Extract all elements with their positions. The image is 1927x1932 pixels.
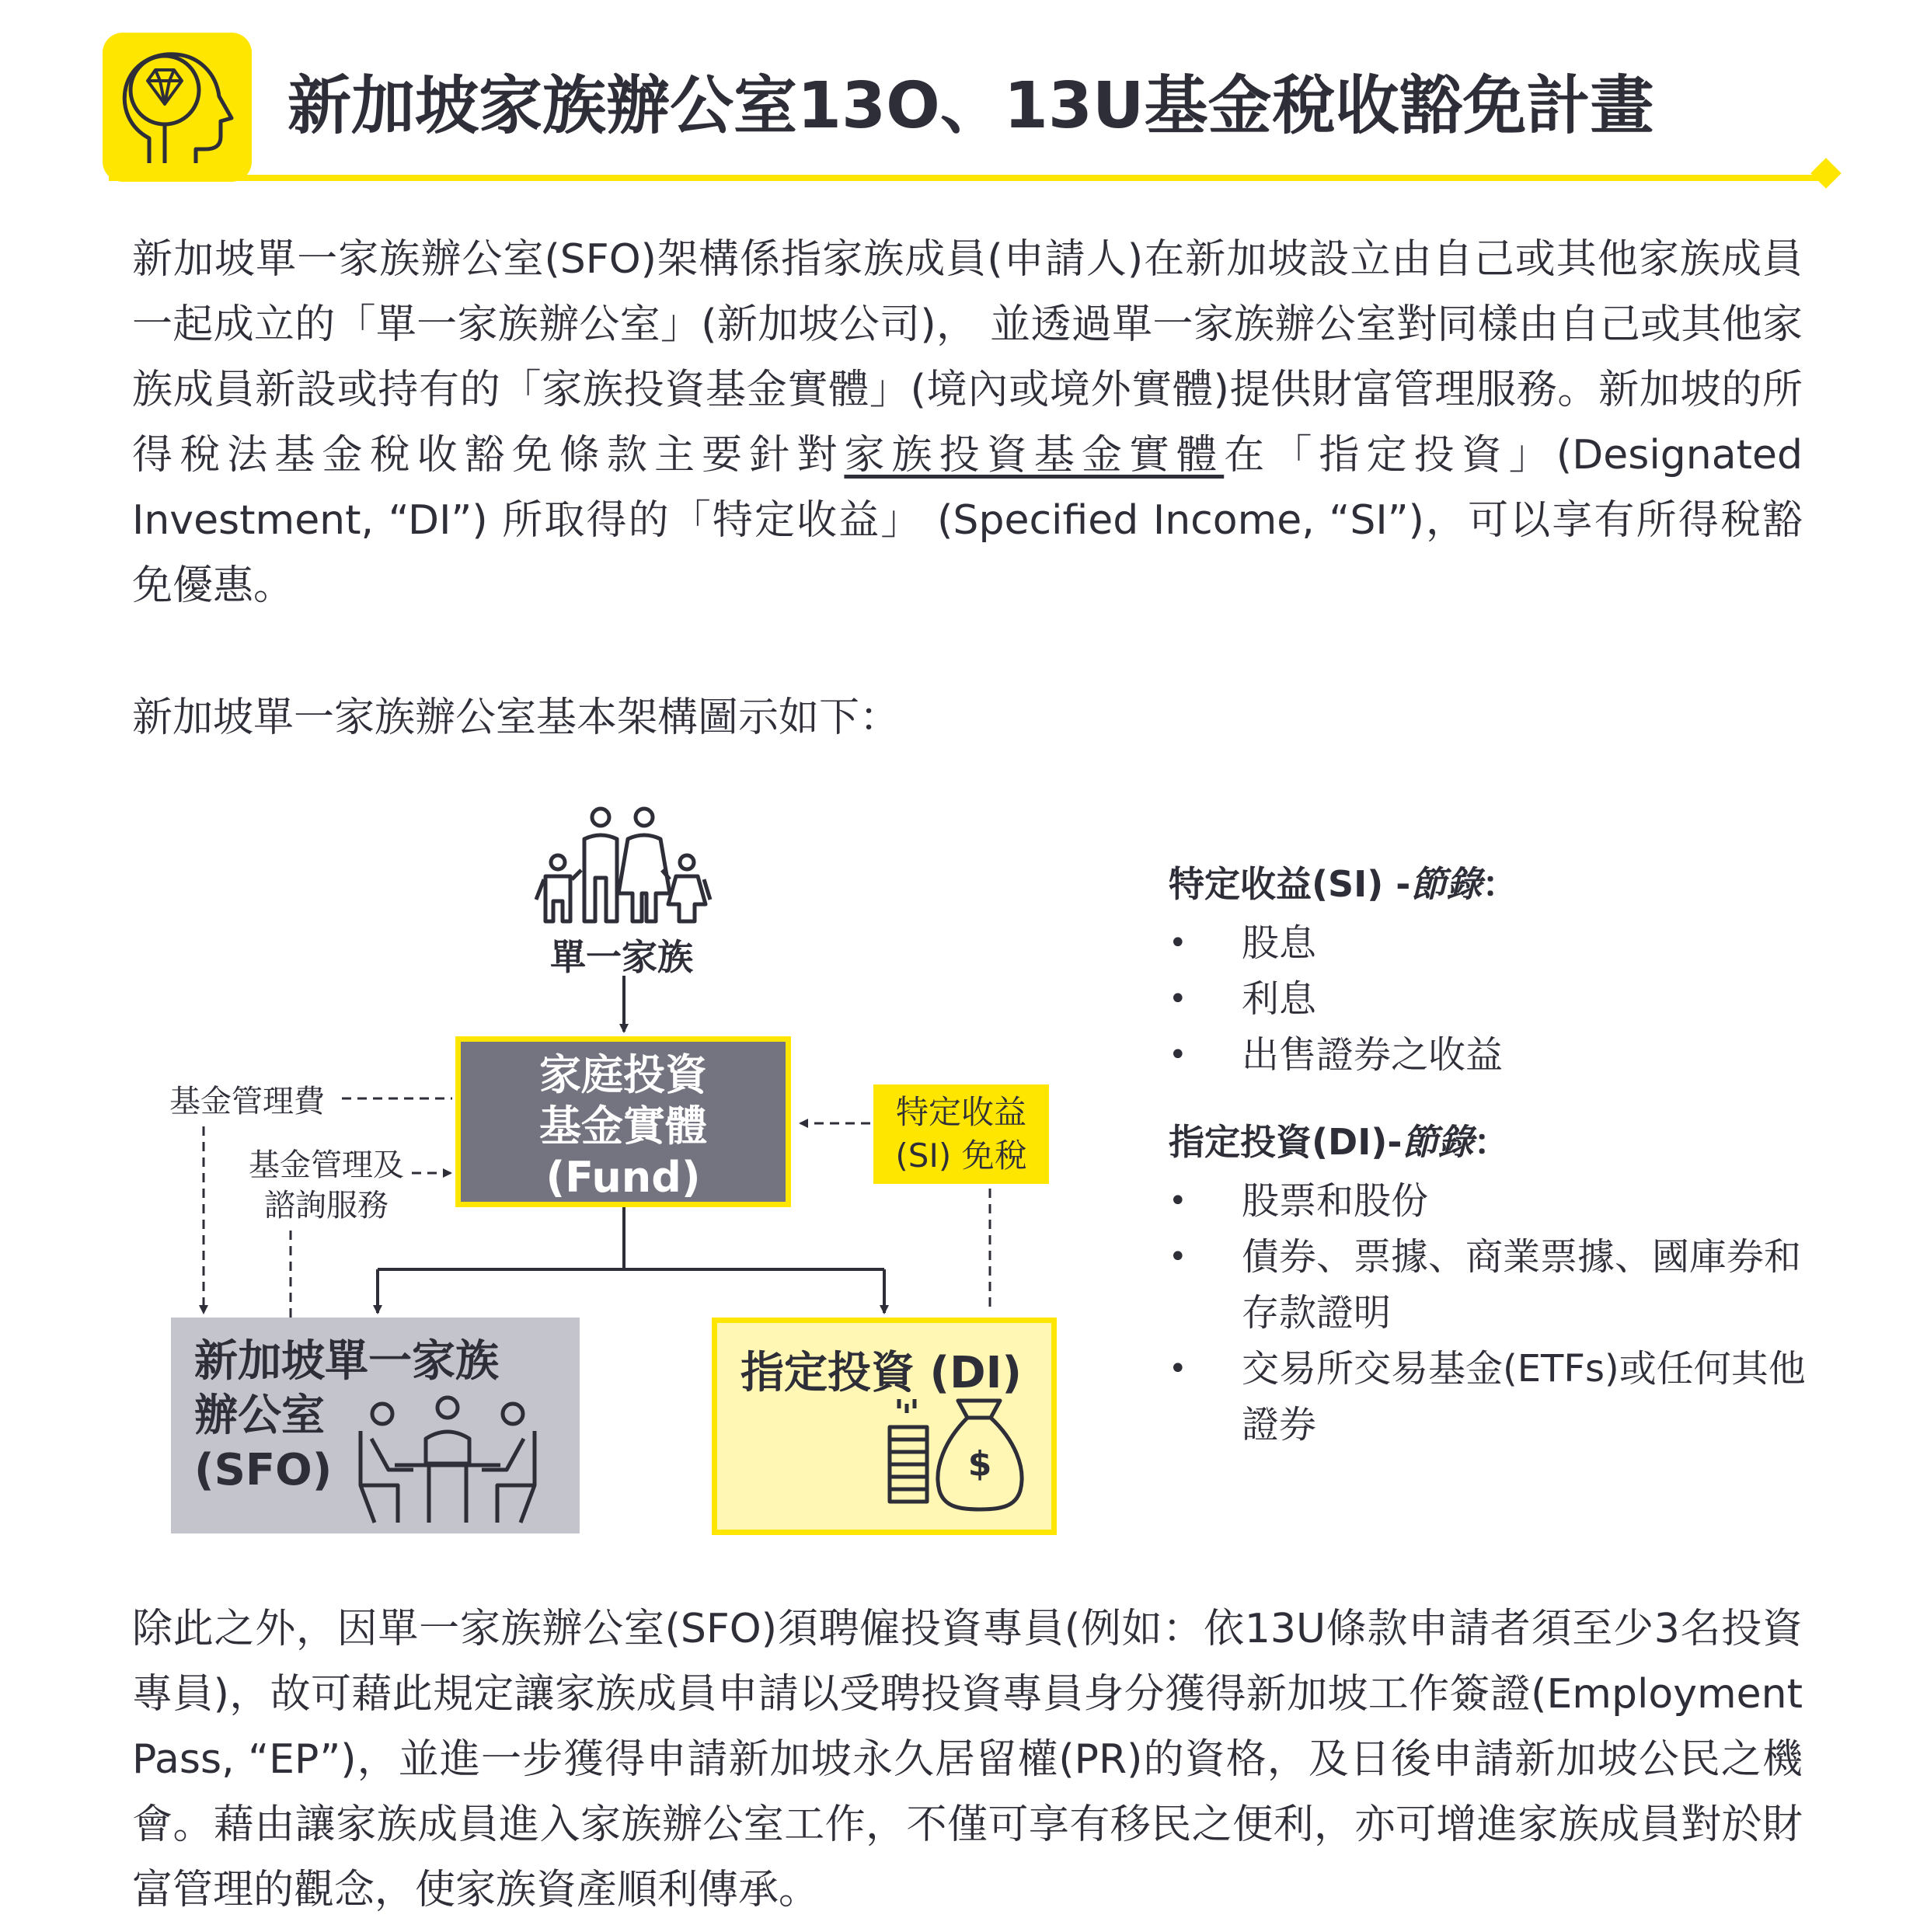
si-list-title: [1169, 861, 1814, 907]
sfo-line-3: (SFO): [194, 1445, 333, 1495]
di-label: 指定投資 (DI): [740, 1348, 1023, 1398]
diagram-intro: 新加坡單一家族辦公室基本架構圖示如下：: [132, 694, 901, 741]
di-list: [1169, 1173, 1814, 1453]
si-list-title-tail: ：: [1482, 863, 1518, 905]
list-item: • 出售證券之收益: [1169, 1027, 1814, 1083]
list-item: • 交易所交易基金(ETFs)或任何其他證券: [1169, 1341, 1814, 1453]
si-list-title-em: 節錄: [1410, 863, 1483, 905]
si-list-title-main: 特定收益(SI) -: [1169, 863, 1411, 905]
intro-text-a: 新加坡單一家族辦公室(SFO)架構係指家族成員(申請人)在新加坡設立由自己或其他家族成員一起成立的「單一家族辦公室」(新加坡公司)， 並透過單一家族辦公室對同樣由自己或其他家族成員新設或持有的「家族投資基金實體」(境內或境外實體)提供財富管理服務。新加坡的所得稅法基金稅收豁免條款主要針對: [132, 236, 1803, 479]
sfo-box: [171, 1318, 580, 1533]
money-bag-icon: [883, 1393, 1039, 1525]
family-label: 單一家族: [550, 936, 693, 978]
meeting-icon: [351, 1392, 545, 1524]
fund-line-2: 基金實體: [539, 1102, 707, 1150]
svg-text:$: $: [967, 1444, 992, 1484]
advice-label: [233, 1145, 420, 1226]
fund-line-3: (Fund): [545, 1153, 701, 1202]
intro-underlined-term: 家族投資基金實體: [844, 432, 1225, 479]
closing-paragraph: 除此之外，因單一家族辦公室(SFO)須聘僱投資專員(例如：依13U條款申請者須至少3名投資專員)，故可藉此規定讓家族成員申請以受聘投資專員身分獲得新加坡工作簽證(Employment Pass, “EP”)，並進一步獲得申請新加坡永久居留權(PR)的資格，及日後申請新加坡公民之機會。藉由讓家族成員進入家族辦公室工作，不僅可享有移民之便利，亦可增進家族成員對於財富管理的觀念，使家族資產順利傳承。: [132, 1606, 1803, 1913]
family-icon: [536, 809, 710, 921]
si-list-block: [1169, 861, 1814, 1083]
fee-label: 基金管理費: [169, 1084, 325, 1119]
di-list-title-main: 指定投資(DI)-: [1169, 1121, 1403, 1163]
si-exempt-box: [873, 1084, 1049, 1184]
di-list-title: [1169, 1119, 1814, 1165]
si-line-2: (SI) 免稅: [895, 1137, 1027, 1175]
sfo-line-2: 辦公室: [194, 1391, 325, 1441]
di-list-title-tail: ：: [1473, 1121, 1510, 1163]
list-item: • 股票和股份: [1169, 1173, 1814, 1229]
page-title: 新加坡家族辦公室13O、13U基金稅收豁免計畫: [287, 69, 1654, 143]
sfo-line-1: 新加坡單一家族: [194, 1336, 499, 1387]
si-line-1: 特定收益: [895, 1093, 1026, 1131]
advice-line-1: 基金管理及: [249, 1147, 404, 1183]
list-item: • 債券、票據、商業票據、國庫券和存款證明: [1169, 1229, 1814, 1341]
fund-box: [455, 1036, 791, 1207]
fund-to-entities-connector: [378, 1207, 884, 1313]
di-list-block: [1169, 1119, 1814, 1453]
di-list-title-em: 節錄: [1402, 1121, 1474, 1163]
list-item: • 利息: [1169, 971, 1814, 1027]
fund-line-1: 家庭投資: [539, 1050, 707, 1099]
intro-text-b: 在「指定投資」(Designated Investment, “DI”) 所取得的「特定收益」 (Specified Income, “SI”)，可以享有所得稅豁免優惠。: [132, 432, 1803, 609]
di-box: [712, 1318, 1057, 1535]
list-item: • 股息: [1169, 915, 1814, 971]
si-list: [1169, 915, 1814, 1083]
advice-line-2: 諮詢服務: [264, 1188, 389, 1224]
